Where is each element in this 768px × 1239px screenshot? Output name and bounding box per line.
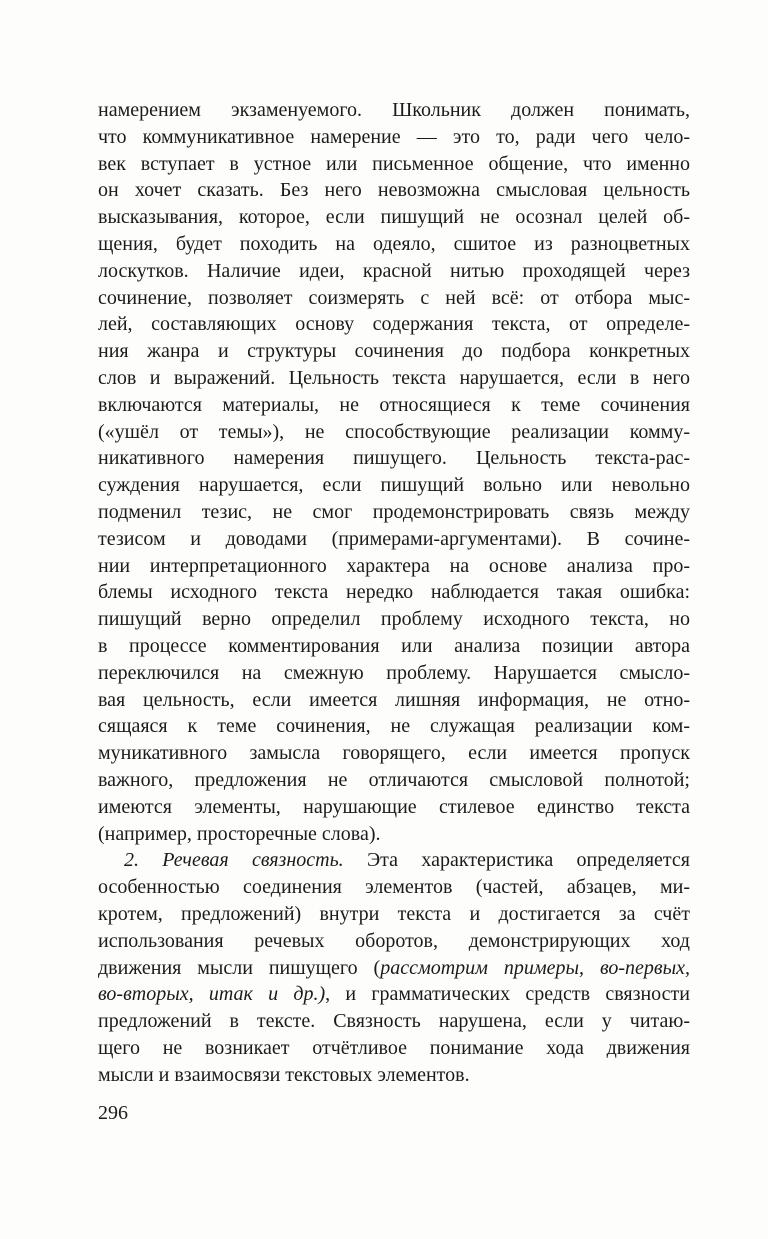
italic-text-segment: 2. Речевая связность.: [124, 849, 344, 872]
text-segment: Эта характеристика определяется: [343, 849, 690, 872]
body-text: [98, 97, 690, 1088]
text-segment: щего не возникает отчётливое понимание хода движения: [98, 1036, 690, 1059]
text-line: [98, 847, 690, 874]
text-segment: намерением экзаменуемого. Школьник должен понимать,: [98, 99, 690, 121]
text-line: [98, 499, 690, 526]
text-line: [98, 981, 690, 1008]
text-line: [98, 285, 690, 312]
text-line: [98, 124, 690, 151]
text-segment: переключился на смежную проблему. Нарушается смысло-: [98, 661, 690, 684]
text-segment: («ушёл от темы»), не способствующие реализации комму-: [98, 420, 690, 443]
text-segment: движения мысли пишущего (: [98, 956, 381, 979]
text-segment: век вступает в устное или письменное общение, что именно: [98, 152, 690, 175]
text-segment: щения, будет походить на одеяло, сшитое из разноцветных: [98, 232, 690, 255]
text-segment: кротем, предложений) внутри текста и достигается за счёт: [98, 902, 690, 925]
text-line: [98, 204, 690, 231]
text-segment: пишущий верно определил проблему исходного текста, но: [98, 608, 690, 631]
text-segment: что коммуникативное намерение — это то, ради чего чело-: [98, 125, 690, 148]
text-segment: суждения нарушается, если пишущий вольно или невольно: [98, 474, 690, 497]
text-line: [98, 633, 690, 660]
text-line: [98, 553, 690, 580]
text-segment: лоскутков. Наличие идеи, красной нитью проходящей через: [98, 259, 690, 282]
text-line: [98, 526, 690, 553]
text-segment: слов и выражений. Цельность текста нарушается, если в него: [98, 366, 690, 389]
text-segment: блемы исходного текста нередко наблюдается такая ошибка:: [98, 581, 690, 604]
text-segment: использования речевых оборотов, демонстрирующих ход: [98, 929, 690, 952]
text-line: [98, 472, 690, 499]
text-segment: высказывания, которое, если пишущий не осознал целей об-: [98, 206, 690, 229]
text-segment: тезисом и доводами (примерами-аргументами). В сочине-: [98, 527, 690, 550]
italic-text-segment: рассмотрим примеры, во-первых,: [380, 956, 690, 979]
text-line: [98, 311, 690, 338]
text-segment: предложений в тексте. Связность нарушена, если у читаю-: [98, 1010, 690, 1033]
text-line: [98, 767, 690, 794]
text-segment: мысли и взаимосвязи текстовых элементов.: [98, 1063, 470, 1086]
text-segment: сочинение, позволяет соизмерять с ней всё: от отбора мыс-: [98, 286, 690, 309]
text-segment: особенностью соединения элементов (частей, абзацев, ми-: [98, 876, 690, 899]
text-line: [98, 1035, 690, 1062]
text-segment: важного, предложения не отличаются смысловой полнотой;: [98, 768, 690, 791]
text-segment: имеются элементы, нарушающие стилевое единство текста: [98, 795, 690, 818]
text-line: [98, 419, 690, 446]
text-line: [98, 606, 690, 633]
text-line: [98, 794, 690, 821]
text-line: [98, 1008, 690, 1035]
page-number: 296: [98, 1102, 128, 1124]
text-line: [98, 1062, 690, 1089]
text-segment: нии интерпретационного характера на основе анализа про-: [98, 554, 690, 577]
text-line: [98, 151, 690, 178]
text-segment: сящаяся к теме сочинения, не служащая реализации ком-: [98, 715, 690, 738]
text-line: [98, 955, 690, 982]
text-line: [98, 660, 690, 687]
text-segment: включаются материалы, не относящиеся к теме сочинения: [98, 393, 690, 416]
text-line: [98, 579, 690, 606]
text-segment: , и грамматических средств связности: [325, 983, 690, 1006]
text-segment: никативного намерения пишущего. Цельность текста-рас-: [98, 447, 690, 470]
text-segment: в процессе комментирования или анализа позиции автора: [98, 634, 690, 657]
text-segment: ния жанра и структуры сочинения до подбора конкретных: [98, 340, 690, 363]
italic-text-segment: во-вторых, итак и др.): [98, 983, 326, 1006]
text-line: [98, 365, 690, 392]
text-line: [98, 740, 690, 767]
text-segment: он хочет сказать. Без него невозможна смысловая цельность: [98, 179, 690, 202]
text-segment: вая цельность, если имеется лишняя информация, не отно-: [98, 688, 690, 711]
text-line: [98, 445, 690, 472]
text-line: [98, 821, 690, 848]
text-line: [98, 901, 690, 928]
text-line: [98, 338, 690, 365]
text-segment: подменил тезис, не смог продемонстрировать связь между: [98, 500, 690, 523]
text-line: [98, 687, 690, 714]
text-segment: (например, просторечные слова).: [98, 822, 381, 845]
text-line: [98, 874, 690, 901]
text-segment: лей, составляющих основу содержания текста, от определе-: [98, 313, 690, 336]
text-line: [98, 97, 690, 124]
text-line: [98, 231, 690, 258]
text-line: [98, 928, 690, 955]
text-line: [98, 258, 690, 285]
text-line: [98, 713, 690, 740]
text-segment: муникативного замысла говорящего, если имеется пропуск: [98, 742, 690, 765]
text-line: [98, 177, 690, 204]
text-line: [98, 392, 690, 419]
